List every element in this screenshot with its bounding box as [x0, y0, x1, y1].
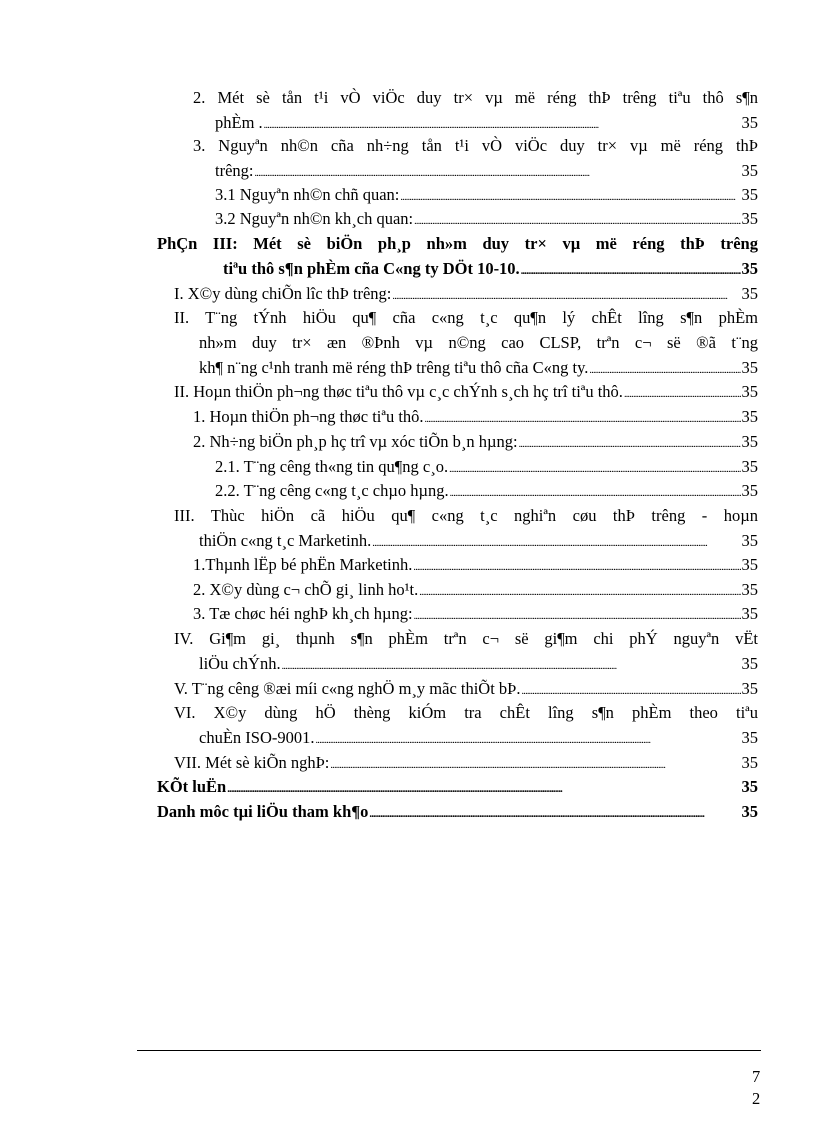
dot-leader: [450, 478, 741, 503]
dot-leader: [330, 750, 740, 775]
toc-entry-text: phÈm .: [215, 113, 263, 132]
toc-page-number: 35: [741, 555, 758, 574]
toc-entry-text: tiªu thô s¶n phÈm cña C«ng ty DÖt 10-10.: [223, 259, 520, 278]
toc-entry-text: thiÖn c«ng t¸c Marketinh.: [199, 531, 372, 550]
toc-page-number: 35: [741, 457, 758, 476]
toc-entry-text: IV. Gi¶m gi¸ thµnh s¶n phÈm trªn c¬ së gi¶m chi phÝ nguyªn vËt: [174, 629, 758, 648]
toc-entry-text: trêng:: [215, 161, 254, 180]
toc-page-number: 35: [741, 358, 758, 377]
toc-entry-text: 2.1. T¨ng cêng th«ng tin qu¶ng c¸o.: [215, 457, 449, 476]
toc-entry-text: liÖu chÝnh.: [199, 654, 281, 673]
toc-page-number: 35: [741, 753, 758, 772]
toc-entry-text: III. Thùc hiÖn cã hiÖu qu¶ c«ng t¸c nghiªn cøu thÞ trêng - hoµn: [174, 506, 758, 525]
toc-entry-text: 3.1 Nguyªn nh©n chñ quan:: [215, 185, 400, 204]
toc-page-number: 35: [741, 580, 758, 599]
toc-page-number: 35: [741, 185, 758, 204]
toc-page-number: 35: [741, 407, 758, 426]
toc-page-number: 35: [741, 113, 758, 132]
dot-leader: [255, 158, 741, 183]
dot-leader: [282, 651, 741, 676]
toc-entry-text: VII. Mét sè kiÕn nghÞ:: [174, 753, 330, 772]
dot-leader: [414, 601, 741, 626]
toc-entry-text: 1. Hoµn thiÖn ph¬ng thøc tiªu thô.: [193, 407, 424, 426]
toc-page-number: 35: [741, 679, 758, 698]
toc-page-number: 35: [741, 481, 758, 500]
toc-entry-text: 2. Nh÷ng biÖn ph¸p hç trî vµ xóc tiÕn b¸n hµng:: [193, 432, 518, 451]
dot-leader: [264, 110, 741, 135]
dot-leader: [589, 355, 740, 380]
dot-leader: [413, 552, 740, 577]
dot-leader: [392, 281, 740, 306]
toc-entry-text: 2.2. T¨ng cêng c«ng t¸c chµo hµng.: [215, 481, 449, 500]
dot-leader: [425, 404, 741, 429]
footer-divider: [137, 1050, 761, 1051]
toc-page-number: 35: [741, 259, 758, 278]
toc-page-number: 35: [741, 654, 758, 673]
dot-leader: [315, 725, 740, 750]
dot-leader: [369, 799, 740, 824]
toc-page-number: 35: [741, 284, 758, 303]
toc-page-number: 35: [741, 777, 758, 796]
toc-entry-text: Danh môc tµi liÖu tham kh¶o: [157, 802, 369, 821]
dot-leader: [400, 182, 740, 207]
toc-entry-text: PhÇn III: Mét sè biÖn ph¸p nh»m duy tr× vµ më réng thÞ trêng: [157, 234, 758, 253]
dot-leader: [521, 256, 741, 281]
toc-page-number: 35: [741, 209, 758, 228]
toc-entry-text: 3.2 Nguyªn nh©n kh¸ch quan:: [215, 209, 414, 228]
toc-entry-text: 2. Mét sè tån t¹i vÒ viÖc duy tr× vµ më réng thÞ trêng tiªu thô s¶n: [193, 88, 758, 107]
dot-leader: [227, 774, 740, 799]
dot-leader: [624, 379, 741, 404]
page-number-bottom: 2: [752, 1089, 761, 1108]
dot-leader: [372, 528, 740, 553]
toc-page-number: 35: [741, 802, 758, 821]
toc-page-number: 35: [741, 432, 758, 451]
toc-entry-text: kh¶ n¨ng c¹nh tranh më réng thÞ trêng tiªu thô cña C«ng ty.: [199, 358, 589, 377]
toc-entry-text: 3. Tæ chøc héi nghÞ kh¸ch hµng:: [193, 604, 413, 623]
toc-entry-text: II. Hoµn thiÖn ph¬ng thøc tiªu thô vµ c¸c chÝnh s¸ch hç trî tiªu thô.: [174, 382, 623, 401]
toc-entry-text: I. X©y dùng chiÕn lîc thÞ trêng:: [174, 284, 392, 303]
dot-leader: [449, 454, 740, 479]
toc-entry-text: VI. X©y dùng hÖ thèng kiÓm tra chÊt lîng s¶n phÈm theo tiªu: [174, 703, 758, 722]
toc-entry-text: nh»m duy tr× æn ®Þnh vµ n©ng cao CLSP, trªn c¬ së ®ã t¨ng: [199, 333, 758, 352]
toc-entry-text: 1.Thµnh lËp bé phËn Marketinh.: [193, 555, 413, 574]
dot-leader: [521, 676, 740, 701]
dot-leader: [419, 577, 740, 602]
toc-entry-text: 3. Nguyªn nh©n cña nh÷ng tån t¹i vÒ viÖc duy tr× vµ më réng thÞ: [193, 136, 758, 155]
dot-leader: [414, 206, 740, 231]
toc-entry-text: KÕt luËn: [157, 777, 227, 796]
toc-page-number: 35: [741, 161, 758, 180]
toc-entry-text: 2. X©y dùng c¬ chÕ gi¸ linh ho¹t.: [193, 580, 419, 599]
toc-entry-text: II. T¨ng tÝnh hiÖu qu¶ cña c«ng t¸c qu¶n lý chÊt lîng s¶n phÈm: [174, 308, 758, 327]
toc-page-number: 35: [741, 604, 758, 623]
page-number-top: 7: [752, 1067, 761, 1086]
toc-entry-text: chuÈn ISO-9001.: [199, 728, 315, 747]
toc-entry-text: V. T¨ng cêng ®æi míi c«ng nghÖ m¸y mãc thiÕt bÞ.: [174, 679, 521, 698]
toc-page-number: 35: [741, 531, 758, 550]
toc-page-number: 35: [741, 382, 758, 401]
dot-leader: [519, 429, 741, 454]
toc-page-number: 35: [741, 728, 758, 747]
